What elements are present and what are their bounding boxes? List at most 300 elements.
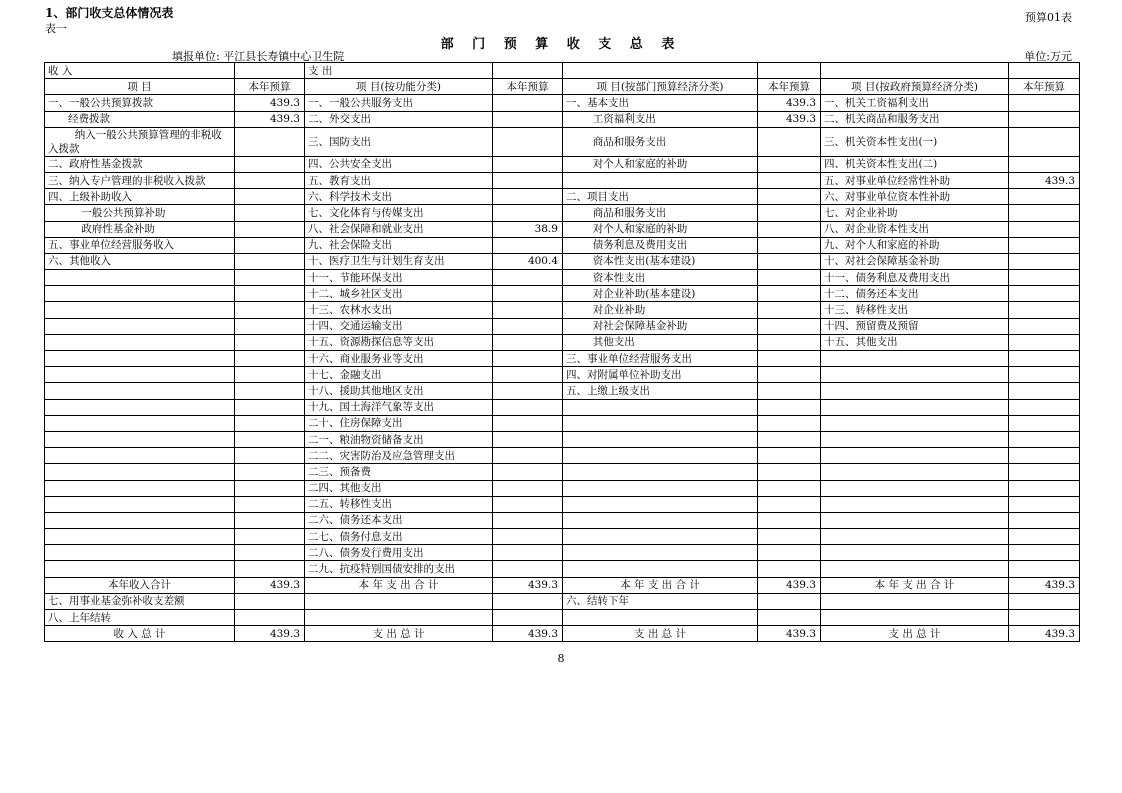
function-budget [493, 318, 563, 334]
function-item: 本 年 支 出 合 计 [305, 577, 493, 593]
income-budget [235, 512, 305, 528]
gov-econ-budget [1009, 351, 1080, 367]
income-budget [235, 593, 305, 609]
table-row [45, 496, 1080, 512]
col-header: 本年预算 [758, 79, 821, 95]
gov-econ-item: 三、机关资本性支出(一) [821, 127, 1009, 156]
gov-econ-item: 二、机关商品和服务支出 [821, 111, 1009, 127]
gov-econ-budget [1009, 270, 1080, 286]
income-budget [235, 221, 305, 237]
dept-econ-budget [758, 383, 821, 399]
dept-econ-item: 六、结转下年 [563, 593, 758, 609]
col-header: 本年预算 [1009, 79, 1080, 95]
function-budget [493, 351, 563, 367]
gov-econ-item: 本 年 支 出 合 计 [821, 577, 1009, 593]
gov-econ-budget [1009, 221, 1080, 237]
gov-econ-budget [1009, 367, 1080, 383]
function-item: 支 出 总 计 [305, 626, 493, 642]
section-title: 1、部门收支总体情况表 [45, 6, 174, 20]
income-item: 二、政府性基金拨款 [45, 156, 235, 172]
income-item: 四、上级补助收入 [45, 189, 235, 205]
gov-econ-item [821, 399, 1009, 415]
table-row [45, 221, 1080, 237]
dept-econ-budget [758, 610, 821, 626]
function-budget [493, 237, 563, 253]
budget-table [44, 62, 1080, 642]
table-row [45, 302, 1080, 318]
dept-econ-budget [758, 561, 821, 577]
income-item: 经费拨款 [45, 111, 235, 127]
dept-econ-budget [758, 367, 821, 383]
income-budget [235, 156, 305, 172]
income-budget [235, 127, 305, 156]
table-row [45, 205, 1080, 221]
function-budget [493, 561, 563, 577]
income-budget [235, 172, 305, 188]
dept-econ-budget [758, 334, 821, 350]
empty-cell [493, 63, 563, 79]
col-header: 项 目(按政府预算经济分类) [821, 79, 1009, 95]
income-budget: 439.3 [235, 626, 305, 642]
income-budget [235, 318, 305, 334]
gov-econ-item [821, 383, 1009, 399]
dept-econ-budget [758, 253, 821, 269]
gov-econ-item [821, 431, 1009, 447]
income-item [45, 545, 235, 561]
dept-econ-budget [758, 156, 821, 172]
table-row [45, 318, 1080, 334]
income-item [45, 351, 235, 367]
dept-econ-budget [758, 318, 821, 334]
gov-econ-item: 十、对社会保障基金补助 [821, 253, 1009, 269]
dept-econ-budget [758, 302, 821, 318]
function-budget [493, 593, 563, 609]
function-budget [493, 270, 563, 286]
function-item: 十、医疗卫生与计划生育支出 [305, 253, 493, 269]
dept-econ-item: 商品和服务支出 [563, 127, 758, 156]
function-budget [493, 286, 563, 302]
table-row [45, 383, 1080, 399]
table-row [45, 270, 1080, 286]
table-row [45, 399, 1080, 415]
income-budget [235, 189, 305, 205]
income-budget [235, 367, 305, 383]
col-header: 项 目(按功能分类) [305, 79, 493, 95]
table-row [45, 286, 1080, 302]
function-budget [493, 512, 563, 528]
income-item: 六、其他收入 [45, 253, 235, 269]
form-number: 预算01表 [1025, 11, 1072, 24]
table-row [45, 127, 1080, 156]
income-budget [235, 253, 305, 269]
gov-econ-budget [1009, 464, 1080, 480]
dept-econ-item: 四、对附属单位补助支出 [563, 367, 758, 383]
table-row [45, 561, 1080, 577]
expense-group-header: 支 出 [305, 63, 493, 79]
income-budget [235, 302, 305, 318]
gov-econ-item: 十三、转移性支出 [821, 302, 1009, 318]
function-item: 十四、交通运输支出 [305, 318, 493, 334]
income-item [45, 464, 235, 480]
income-item: 八、上年结转 [45, 610, 235, 626]
income-item [45, 383, 235, 399]
dept-econ-budget [758, 415, 821, 431]
gov-econ-item: 八、对企业资本性支出 [821, 221, 1009, 237]
gov-econ-budget [1009, 593, 1080, 609]
dept-econ-item: 对个人和家庭的补助 [563, 156, 758, 172]
empty-cell [1009, 63, 1080, 79]
dept-econ-item [563, 399, 758, 415]
income-budget: 439.3 [235, 111, 305, 127]
dept-econ-budget: 439.3 [758, 577, 821, 593]
dept-econ-budget [758, 270, 821, 286]
gov-econ-budget [1009, 253, 1080, 269]
income-item: 收 入 总 计 [45, 626, 235, 642]
function-item [305, 610, 493, 626]
dept-econ-item [563, 431, 758, 447]
col-header: 项 目 [45, 79, 235, 95]
function-item: 十七、金融支出 [305, 367, 493, 383]
function-budget [493, 189, 563, 205]
function-item: 二五、转移性支出 [305, 496, 493, 512]
table-row [45, 237, 1080, 253]
income-item: 三、纳入专户管理的非税收入拨款 [45, 172, 235, 188]
table-row [45, 351, 1080, 367]
table-row [45, 593, 1080, 609]
function-budget: 439.3 [493, 626, 563, 642]
empty-cell [563, 63, 758, 79]
dept-econ-item [563, 464, 758, 480]
income-budget: 439.3 [235, 577, 305, 593]
dept-econ-budget: 439.3 [758, 626, 821, 642]
table-row [45, 334, 1080, 350]
table-row [45, 156, 1080, 172]
dept-econ-item: 五、上缴上级支出 [563, 383, 758, 399]
dept-econ-item: 对企业补助 [563, 302, 758, 318]
function-budget [493, 610, 563, 626]
function-item: 二二、灾害防治及应急管理支出 [305, 448, 493, 464]
function-budget [493, 545, 563, 561]
function-budget [493, 496, 563, 512]
function-budget [493, 334, 563, 350]
gov-econ-item [821, 367, 1009, 383]
function-budget [493, 205, 563, 221]
function-item: 十一、节能环保支出 [305, 270, 493, 286]
function-item: 二十、住房保障支出 [305, 415, 493, 431]
gov-econ-budget [1009, 237, 1080, 253]
dept-econ-budget [758, 593, 821, 609]
gov-econ-budget [1009, 529, 1080, 545]
dept-econ-budget [758, 399, 821, 415]
income-item [45, 302, 235, 318]
function-item: 十六、商业服务业等支出 [305, 351, 493, 367]
gov-econ-budget [1009, 383, 1080, 399]
gov-econ-budget [1009, 545, 1080, 561]
gov-econ-item [821, 464, 1009, 480]
gov-econ-budget [1009, 302, 1080, 318]
income-budget [235, 545, 305, 561]
income-item [45, 286, 235, 302]
function-item: 八、社会保障和就业支出 [305, 221, 493, 237]
dept-econ-budget [758, 221, 821, 237]
gov-econ-item [821, 480, 1009, 496]
function-item: 一、一般公共服务支出 [305, 95, 493, 111]
function-budget [493, 127, 563, 156]
dept-econ-item: 商品和服务支出 [563, 205, 758, 221]
money-unit: 单位:万元 [1024, 50, 1072, 63]
dept-econ-item [563, 415, 758, 431]
dept-econ-budget [758, 496, 821, 512]
function-budget [493, 383, 563, 399]
function-budget [493, 95, 563, 111]
function-budget [493, 464, 563, 480]
income-item: 五、事业单位经营服务收入 [45, 237, 235, 253]
gov-econ-item: 十五、其他支出 [821, 334, 1009, 350]
gov-econ-item: 七、对企业补助 [821, 205, 1009, 221]
function-item: 十八、援助其他地区支出 [305, 383, 493, 399]
gov-econ-item: 四、机关资本性支出(二) [821, 156, 1009, 172]
dept-econ-item: 资本性支出 [563, 270, 758, 286]
gov-econ-budget [1009, 189, 1080, 205]
col-header: 本年预算 [235, 79, 305, 95]
table-row [45, 464, 1080, 480]
empty-cell [758, 63, 821, 79]
income-budget [235, 399, 305, 415]
income-item [45, 431, 235, 447]
income-budget [235, 448, 305, 464]
dept-econ-item: 对个人和家庭的补助 [563, 221, 758, 237]
function-item: 十三、农林水支出 [305, 302, 493, 318]
reporting-unit: 填报单位: 平江县长寿镇中心卫生院 [172, 50, 345, 63]
dept-econ-budget [758, 512, 821, 528]
table-row [45, 610, 1080, 626]
gov-econ-item [821, 351, 1009, 367]
dept-econ-item: 二、项目支出 [563, 189, 758, 205]
gov-econ-budget [1009, 431, 1080, 447]
function-budget: 400.4 [493, 253, 563, 269]
function-item: 二九、抗疫特别国债安排的支出 [305, 561, 493, 577]
table-row [45, 367, 1080, 383]
dept-econ-budget [758, 286, 821, 302]
gov-econ-item: 一、机关工资福利支出 [821, 95, 1009, 111]
gov-econ-budget [1009, 111, 1080, 127]
income-item [45, 270, 235, 286]
gov-econ-budget: 439.3 [1009, 577, 1080, 593]
income-budget [235, 415, 305, 431]
main-title: 部 门 预 算 收 支 总 表 [440, 37, 682, 52]
function-budget: 38.9 [493, 221, 563, 237]
income-item: 本年收入合计 [45, 577, 235, 593]
function-item [305, 593, 493, 609]
income-item [45, 334, 235, 350]
grand-total-row [45, 626, 1080, 642]
income-item [45, 512, 235, 528]
gov-econ-item: 十一、债务利息及费用支出 [821, 270, 1009, 286]
income-budget [235, 237, 305, 253]
dept-econ-item [563, 512, 758, 528]
income-item: 纳入一般公共预算管理的非税收入拨款 [45, 127, 235, 156]
dept-econ-budget [758, 448, 821, 464]
function-budget [493, 480, 563, 496]
function-item: 四、公共安全支出 [305, 156, 493, 172]
table-row [45, 448, 1080, 464]
function-budget [493, 529, 563, 545]
gov-econ-item [821, 512, 1009, 528]
gov-econ-item: 十二、债务还本支出 [821, 286, 1009, 302]
gov-econ-budget [1009, 496, 1080, 512]
income-item: 一、一般公共预算拨款 [45, 95, 235, 111]
table-row [45, 512, 1080, 528]
income-budget [235, 529, 305, 545]
function-item: 二六、债务还本支出 [305, 512, 493, 528]
dept-econ-item [563, 480, 758, 496]
dept-econ-item: 本 年 支 出 合 计 [563, 577, 758, 593]
table-row [45, 172, 1080, 188]
income-budget [235, 383, 305, 399]
function-item: 二四、其他支出 [305, 480, 493, 496]
page-number: 8 [557, 652, 565, 665]
group-header-row [45, 63, 1080, 79]
gov-econ-budget [1009, 480, 1080, 496]
dept-econ-item [563, 496, 758, 512]
dept-econ-item [563, 172, 758, 188]
dept-econ-item [563, 448, 758, 464]
function-budget [493, 448, 563, 464]
income-item [45, 480, 235, 496]
gov-econ-budget [1009, 561, 1080, 577]
gov-econ-budget [1009, 127, 1080, 156]
dept-econ-budget [758, 480, 821, 496]
dept-econ-item: 工资福利支出 [563, 111, 758, 127]
table-row [45, 95, 1080, 111]
dept-econ-item: 三、事业单位经营服务支出 [563, 351, 758, 367]
income-item [45, 561, 235, 577]
dept-econ-item [563, 545, 758, 561]
function-item: 二八、债务发行费用支出 [305, 545, 493, 561]
table-row [45, 431, 1080, 447]
dept-econ-budget: 439.3 [758, 111, 821, 127]
gov-econ-budget [1009, 318, 1080, 334]
function-item: 二一、粮油物资储备支出 [305, 431, 493, 447]
dept-econ-item: 对企业补助(基本建设) [563, 286, 758, 302]
gov-econ-item: 九、对个人和家庭的补助 [821, 237, 1009, 253]
table-row [45, 111, 1080, 127]
gov-econ-item [821, 529, 1009, 545]
dept-econ-budget [758, 237, 821, 253]
function-budget [493, 399, 563, 415]
dept-econ-budget [758, 431, 821, 447]
function-item: 二、外交支出 [305, 111, 493, 127]
income-item: 七、用事业基金弥补收支差额 [45, 593, 235, 609]
income-budget [235, 610, 305, 626]
dept-econ-item [563, 529, 758, 545]
gov-econ-item: 十四、预留费及预留 [821, 318, 1009, 334]
table-row [45, 545, 1080, 561]
function-budget: 439.3 [493, 577, 563, 593]
column-header-row [45, 79, 1080, 95]
table-tag: 表一 [45, 22, 67, 35]
income-budget [235, 480, 305, 496]
function-budget [493, 172, 563, 188]
gov-econ-budget [1009, 415, 1080, 431]
dept-econ-item: 一、基本支出 [563, 95, 758, 111]
income-item [45, 399, 235, 415]
gov-econ-item [821, 593, 1009, 609]
gov-econ-item: 五、对事业单位经常性补助 [821, 172, 1009, 188]
income-budget [235, 334, 305, 350]
gov-econ-item [821, 610, 1009, 626]
col-header: 项 目(按部门预算经济分类) [563, 79, 758, 95]
dept-econ-item: 其他支出 [563, 334, 758, 350]
income-item [45, 496, 235, 512]
total-year-row [45, 577, 1080, 593]
function-item: 二三、预备费 [305, 464, 493, 480]
function-budget [493, 431, 563, 447]
income-budget [235, 286, 305, 302]
function-item: 二七、债务付息支出 [305, 529, 493, 545]
function-item: 七、文化体育与传媒支出 [305, 205, 493, 221]
gov-econ-budget [1009, 205, 1080, 221]
gov-econ-budget [1009, 448, 1080, 464]
col-header: 本年预算 [493, 79, 563, 95]
income-budget [235, 496, 305, 512]
function-item: 六、科学技术支出 [305, 189, 493, 205]
gov-econ-item [821, 545, 1009, 561]
dept-econ-item: 资本性支出(基本建设) [563, 253, 758, 269]
gov-econ-budget [1009, 156, 1080, 172]
income-budget [235, 431, 305, 447]
empty-cell [821, 63, 1009, 79]
table-row [45, 189, 1080, 205]
income-item [45, 415, 235, 431]
function-item: 九、社会保险支出 [305, 237, 493, 253]
gov-econ-budget [1009, 286, 1080, 302]
function-budget [493, 111, 563, 127]
function-budget [493, 156, 563, 172]
function-item: 十九、国土海洋气象等支出 [305, 399, 493, 415]
function-item: 三、国防支出 [305, 127, 493, 156]
dept-econ-budget [758, 189, 821, 205]
table-row [45, 415, 1080, 431]
gov-econ-item [821, 415, 1009, 431]
dept-econ-budget: 439.3 [758, 95, 821, 111]
dept-econ-budget [758, 545, 821, 561]
gov-econ-budget [1009, 399, 1080, 415]
function-budget [493, 415, 563, 431]
gov-econ-budget [1009, 334, 1080, 350]
income-budget [235, 351, 305, 367]
income-item: 一般公共预算补助 [45, 205, 235, 221]
gov-econ-budget [1009, 610, 1080, 626]
empty-cell [235, 63, 305, 79]
dept-econ-budget [758, 529, 821, 545]
dept-econ-budget [758, 205, 821, 221]
income-item: 政府性基金补助 [45, 221, 235, 237]
table-row [45, 480, 1080, 496]
gov-econ-budget: 439.3 [1009, 626, 1080, 642]
income-item [45, 318, 235, 334]
dept-econ-budget [758, 127, 821, 156]
gov-econ-budget [1009, 512, 1080, 528]
function-item: 五、教育支出 [305, 172, 493, 188]
dept-econ-item [563, 610, 758, 626]
income-budget [235, 205, 305, 221]
dept-econ-item: 债务利息及费用支出 [563, 237, 758, 253]
dept-econ-budget [758, 172, 821, 188]
income-budget [235, 270, 305, 286]
function-item: 十二、城乡社区支出 [305, 286, 493, 302]
gov-econ-item [821, 496, 1009, 512]
